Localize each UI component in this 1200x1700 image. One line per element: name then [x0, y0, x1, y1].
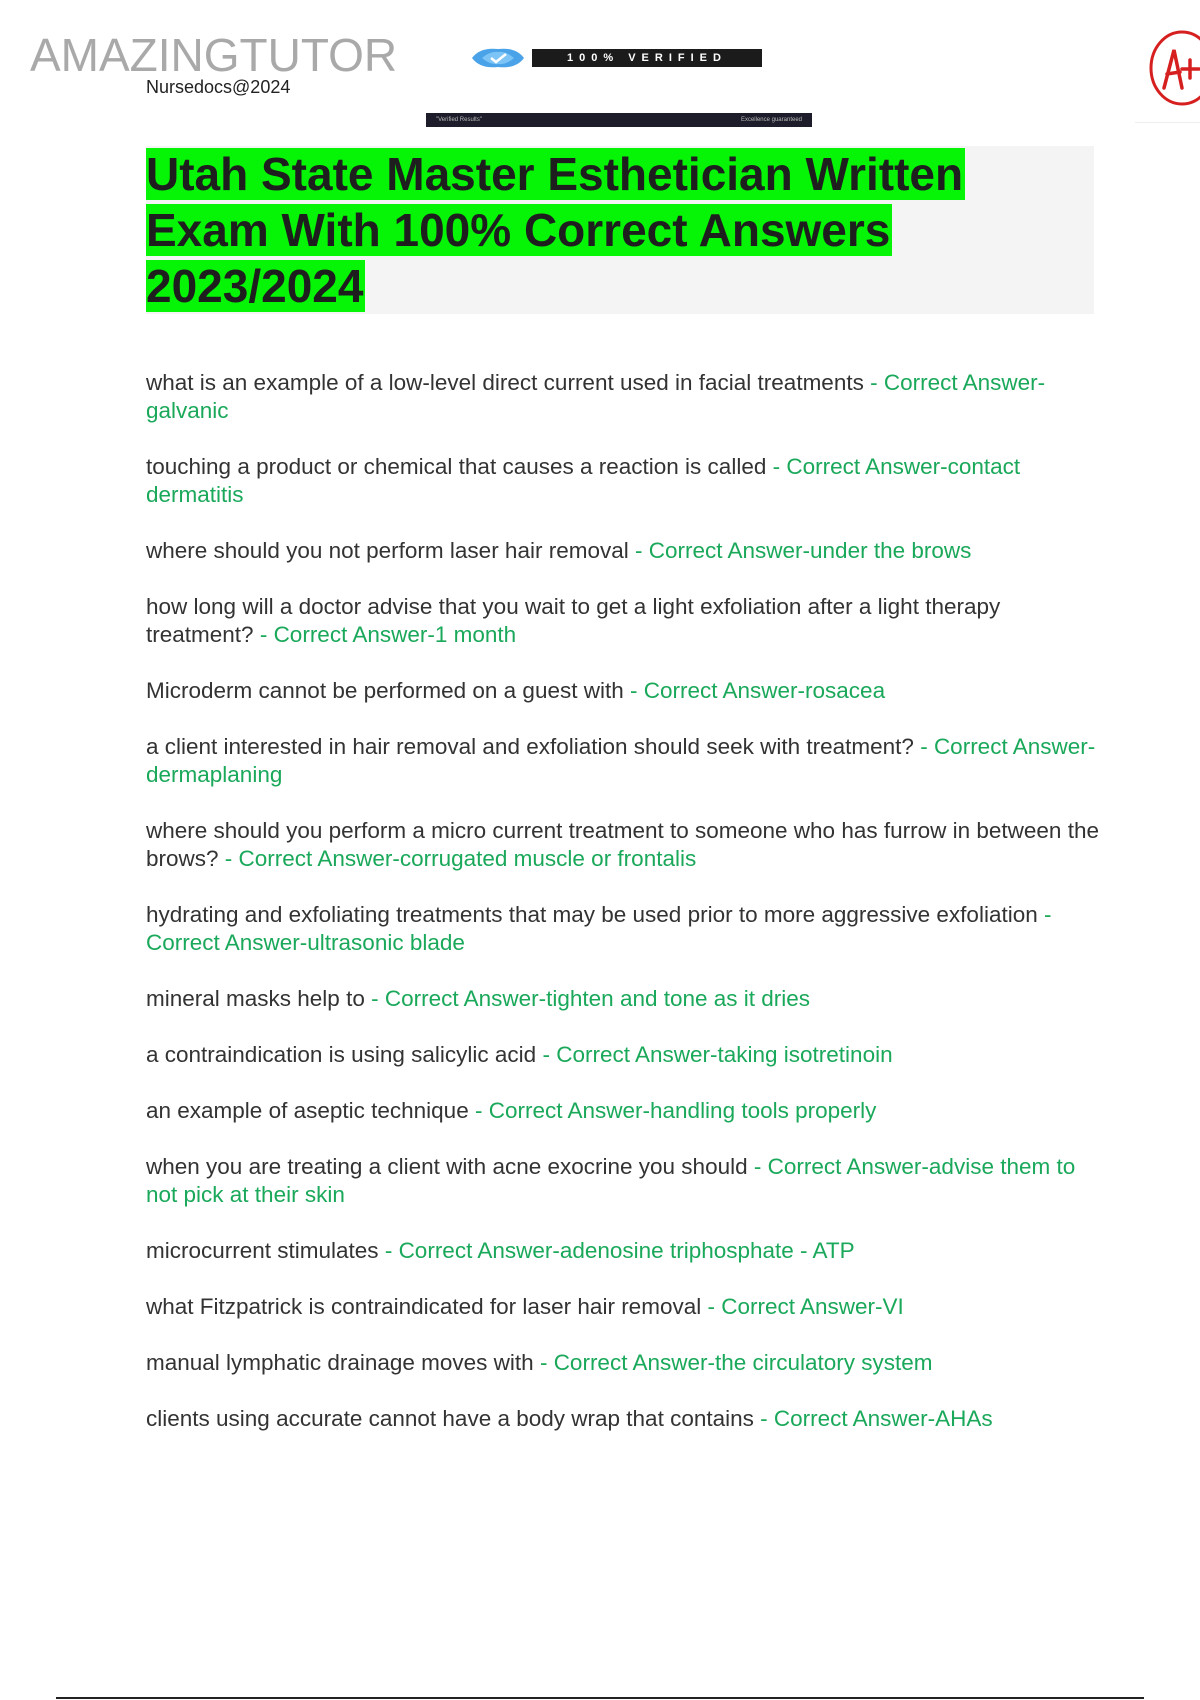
title-block [146, 146, 1094, 314]
question-text: an example of aseptic technique [146, 1098, 469, 1123]
qa-separator: - [913, 734, 934, 759]
question-text: how long will a doctor advise that you wait to get a light exfoliation after a light therapy treatment? [146, 594, 1001, 647]
qa-separator: - [863, 370, 884, 395]
qa-separator: - [218, 846, 239, 871]
answer-text: Correct Answer-advise them to not pick at their skin [146, 1154, 1076, 1207]
strip-left-text: "Verified Results" [436, 117, 482, 123]
document-title: Utah State Master Esthetician Written Exam With 100% Correct Answers 2023/2024 [146, 148, 964, 312]
answer-text: Correct Answer-ultrasonic blade [146, 930, 465, 955]
question-text: where should you perform a micro current treatment to someone who has furrow in between the brows? [146, 818, 1099, 871]
qa-separator: - [623, 678, 644, 703]
qa-item [146, 1153, 1106, 1209]
answer-text: Correct Answer-tighten and tone as it dries [384, 986, 811, 1011]
qa-item [146, 1097, 1106, 1125]
answer-text: Correct Answer-contact dermatitis [146, 454, 1021, 507]
question-text: manual lymphatic drainage moves with [146, 1350, 534, 1375]
verified-seal-icon [466, 45, 530, 71]
qa-item [146, 1349, 1106, 1377]
question-text: a contraindication is using salicylic acid [146, 1042, 537, 1067]
a-plus-grade-icon [1146, 28, 1200, 108]
qa-separator: - [753, 1406, 774, 1431]
verified-strip [426, 113, 812, 127]
answer-text: Correct Answer-AHAs [773, 1406, 993, 1431]
question-text: where should you not perform laser hair removal [146, 538, 629, 563]
strip-right-text: Excellence guaranteed [740, 117, 802, 123]
verified-badge [466, 45, 766, 71]
answer-text: Correct Answer-the circulatory system [553, 1350, 933, 1375]
qa-separator: - [628, 538, 649, 563]
brand-logo: AMAZINGTUTOR [30, 29, 398, 81]
qa-separator: - [364, 986, 385, 1011]
qa-item [146, 677, 1106, 705]
qa-item [146, 901, 1106, 957]
answer-text: Correct Answer-rosacea [643, 678, 886, 703]
answer-text: Correct Answer-dermaplaning [146, 734, 1096, 787]
answer-text: Correct Answer-handling tools properly [488, 1098, 877, 1123]
qa-separator: - [468, 1098, 489, 1123]
page-bottom-rule [56, 1697, 1144, 1699]
answer-text: Correct Answer-under the brows [648, 538, 972, 563]
qa-item [146, 369, 1106, 425]
question-text: what is an example of a low-level direct current used in facial treatments [146, 370, 864, 395]
grade-divider [1135, 122, 1200, 123]
answer-text: Correct Answer-corrugated muscle or frontalis [238, 846, 697, 871]
qa-item [146, 537, 1106, 565]
qa-separator: - [536, 1042, 557, 1067]
question-text: Microderm cannot be performed on a guest with [146, 678, 624, 703]
qa-separator: - [701, 1294, 722, 1319]
qa-separator: - [253, 622, 274, 647]
qa-separator: - [1037, 902, 1052, 927]
qa-item [146, 817, 1106, 873]
qa-item [146, 593, 1106, 649]
qa-separator: - [378, 1238, 399, 1263]
question-text: microcurrent stimulates [146, 1238, 379, 1263]
question-text: clients using accurate cannot have a body wrap that contains [146, 1406, 754, 1431]
brand-subtitle: Nursedocs@2024 [146, 77, 291, 97]
qa-item [146, 453, 1106, 509]
question-text: mineral masks help to [146, 986, 365, 1011]
answer-text: Correct Answer-VI [721, 1294, 904, 1319]
qa-item [146, 1293, 1106, 1321]
verified-badge-label: 100% VERIFIED [532, 49, 762, 67]
qa-list [146, 369, 1106, 1461]
qa-separator: - [747, 1154, 768, 1179]
answer-text: Correct Answer-galvanic [146, 370, 1046, 423]
question-text: touching a product or chemical that causes a reaction is called [146, 454, 767, 479]
question-text: hydrating and exfoliating treatments that may be used prior to more aggressive exfoliation [146, 902, 1038, 927]
answer-text: Correct Answer-adenosine triphosphate - ATP [398, 1238, 855, 1263]
qa-item [146, 1041, 1106, 1069]
answer-text: Correct Answer-taking isotretinoin [556, 1042, 893, 1067]
question-text: a client interested in hair removal and exfoliation should seek with treatment? [146, 734, 914, 759]
answer-text: Correct Answer-1 month [273, 622, 517, 647]
qa-separator: - [766, 454, 787, 479]
qa-item [146, 1405, 1106, 1433]
qa-separator: - [533, 1350, 554, 1375]
qa-item [146, 1237, 1106, 1265]
question-text: what Fitzpatrick is contraindicated for laser hair removal [146, 1294, 702, 1319]
qa-item [146, 733, 1106, 789]
question-text: when you are treating a client with acne exocrine you should [146, 1154, 748, 1179]
qa-item [146, 985, 1106, 1013]
